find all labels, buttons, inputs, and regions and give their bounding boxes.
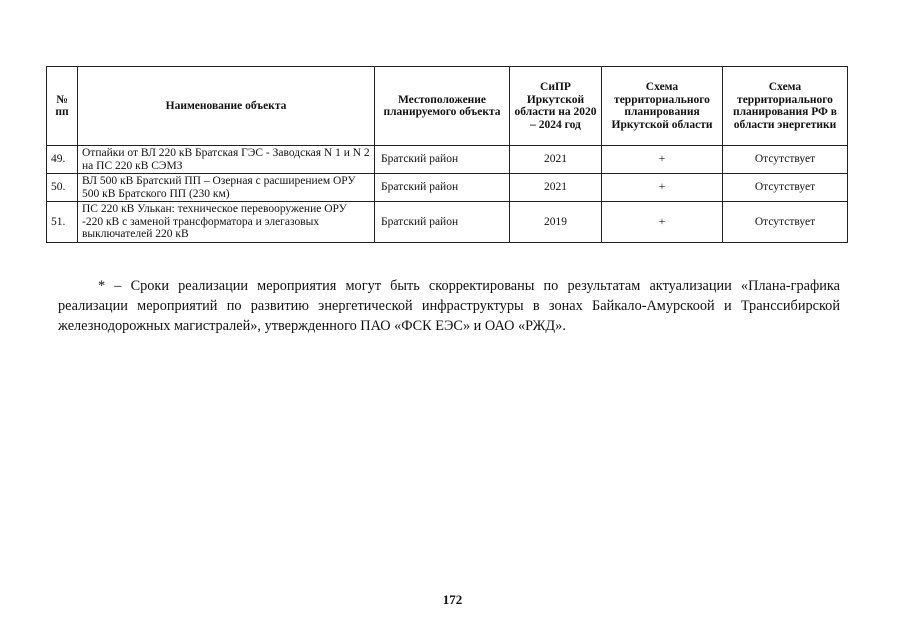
table-header-row	[47, 67, 848, 146]
header-location: Местоположение планируемого объекта	[375, 67, 510, 146]
row-number: 49.	[47, 146, 78, 174]
footnote: * – Сроки реализации мероприятия могут быть скорректированы по результатам актуализации «Плана-графика реализации мероприятий по развитию энергетической инфраструктуры в зонах Байкало-Амурскоой и Транссибирской железнодорожных магистралей», утвержденного ПАО «ФСК ЕЭС» и ОАО «РЖД».	[58, 278, 840, 335]
row-year: 2021	[510, 174, 602, 202]
row-object-name: ВЛ 500 кВ Братский ПП – Озерная с расширением ОРУ 500 кВ Братского ПП (230 км)	[78, 174, 375, 202]
table-row	[47, 146, 848, 174]
row-regional-scheme: +	[602, 174, 723, 202]
row-regional-scheme: +	[602, 202, 723, 243]
row-object-name: ПС 220 кВ Улькан: техническое перевооружение ОРУ -220 кВ с заменой трансформатора и элегазовых выключателей 220 кВ	[78, 202, 375, 243]
row-regional-scheme: +	[602, 146, 723, 174]
row-year: 2021	[510, 146, 602, 174]
table-row	[47, 202, 848, 243]
table-row	[47, 174, 848, 202]
row-location: Братский район	[375, 146, 510, 174]
page-number: 172	[442, 592, 463, 607]
row-federal-scheme: Отсутствует	[723, 202, 848, 243]
row-federal-scheme: Отсутствует	[723, 146, 848, 174]
row-year: 2019	[510, 202, 602, 243]
header-number: № пп	[47, 67, 78, 146]
row-number: 50.	[47, 174, 78, 202]
header-object-name: Наименование объекта	[78, 67, 375, 146]
row-object-name: Отпайки от ВЛ 220 кВ Братская ГЭС - Заводская N 1 и N 2 на ПС 220 кВ СЭМЗ	[78, 146, 375, 174]
header-regional-scheme: Схема территориального планирования Иркутской области	[602, 67, 723, 146]
header-federal-scheme: Схема территориального планирования РФ в области энергетики	[723, 67, 848, 146]
row-location: Братский район	[375, 174, 510, 202]
header-sipr: СиПР Иркутской области на 2020 – 2024 год	[510, 67, 602, 146]
row-federal-scheme: Отсутствует	[723, 174, 848, 202]
row-number: 51.	[47, 202, 78, 243]
objects-table	[46, 66, 848, 243]
row-location: Братский район	[375, 202, 510, 243]
